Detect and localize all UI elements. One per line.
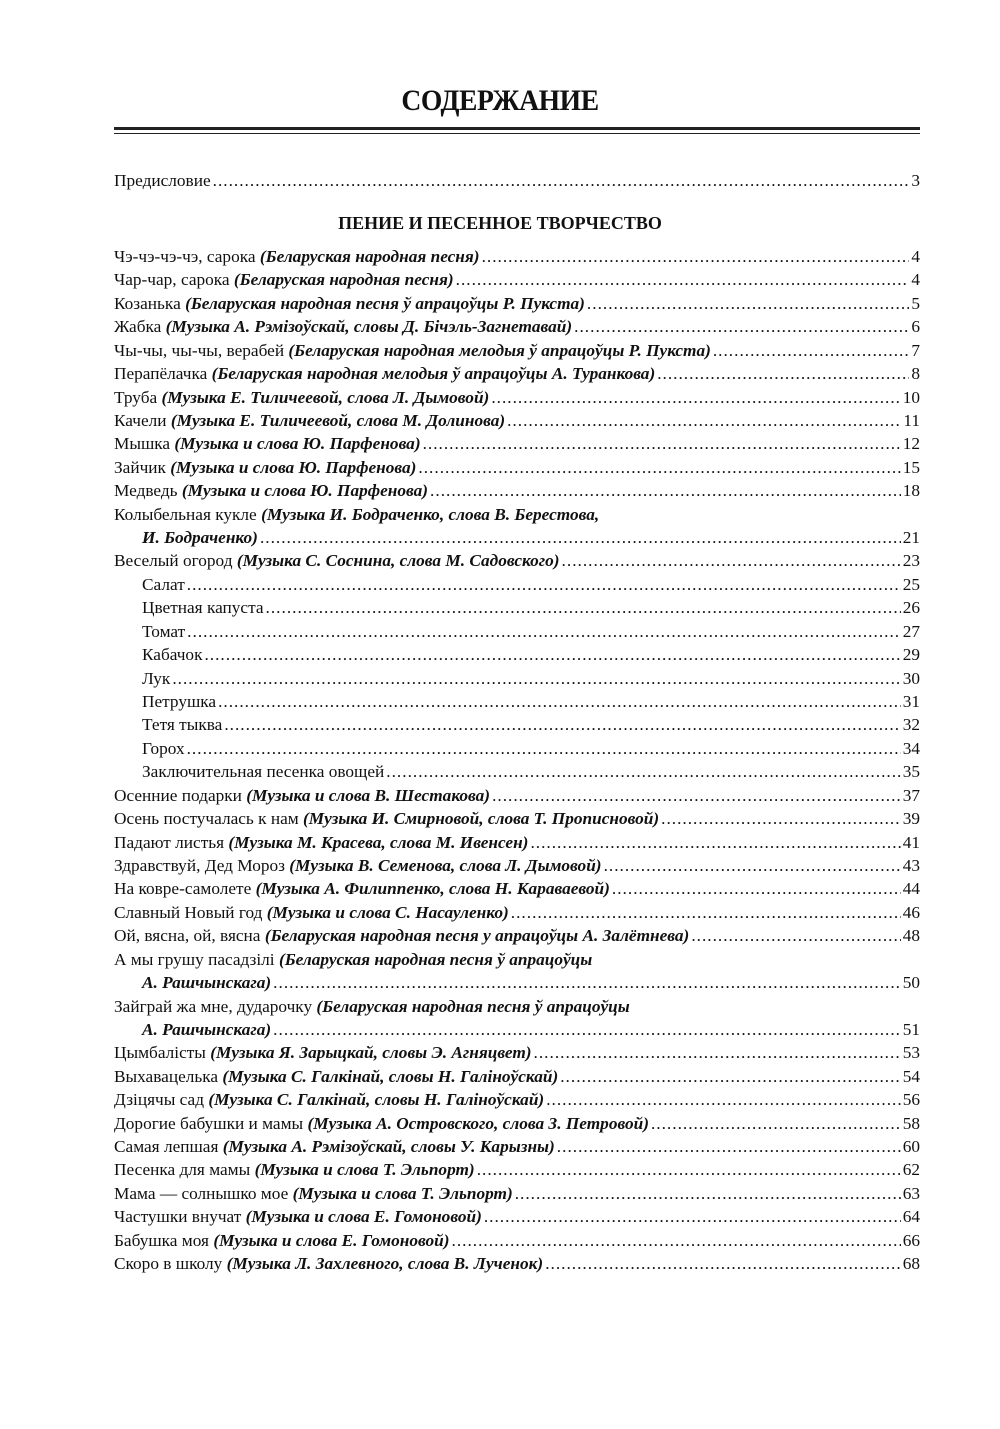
- toc-row[interactable]: [114, 596, 920, 619]
- dot-leader: [507, 409, 901, 432]
- entry-title: Кабачок: [142, 645, 203, 665]
- dot-leader: [713, 339, 910, 362]
- page-number: 68: [902, 1254, 920, 1274]
- entry-title: Тетя тыква: [142, 715, 223, 735]
- toc-row[interactable]: [114, 713, 920, 736]
- dot-leader: [204, 643, 900, 666]
- entry-title: Песенка для мамы: [114, 1160, 251, 1180]
- page-number: 10: [902, 387, 920, 407]
- page-number: 25: [902, 574, 920, 594]
- page-number: 43: [902, 855, 920, 875]
- page-number: 62: [902, 1160, 920, 1180]
- entry-title: Лук: [142, 668, 171, 688]
- dot-leader: [515, 1182, 901, 1205]
- entry-credits: (Музыка Л. Захлевного, слова В. Лученок): [226, 1254, 544, 1274]
- toc-row[interactable]: [114, 1252, 920, 1275]
- dot-leader: [560, 1065, 900, 1088]
- entry-title: Частушки внучат: [114, 1207, 242, 1227]
- toc-row[interactable]: [114, 1065, 920, 1088]
- toc-row[interactable]: [114, 339, 920, 362]
- dot-leader: [266, 596, 901, 619]
- toc-row[interactable]: [114, 292, 920, 315]
- entry-title: Ой, вясна, ой, вясна: [114, 926, 261, 946]
- toc-row[interactable]: [114, 924, 920, 947]
- toc-row[interactable]: [114, 503, 920, 526]
- entry-title: Бабушка моя: [114, 1230, 209, 1250]
- entry-credits: (Беларуская народная мелодыя ў апрацоўцы А. Туранкова): [211, 364, 656, 384]
- entry-credits: (Беларуская народная песня): [259, 247, 480, 266]
- toc-row[interactable]: [114, 268, 920, 291]
- toc-row[interactable]: [114, 1229, 920, 1252]
- page-number: 39: [902, 809, 920, 829]
- entry-credits: (Музыка М. Красева, слова М. Ивенсен): [228, 832, 529, 852]
- page-number: 3: [911, 171, 920, 190]
- toc-row[interactable]: [114, 1205, 920, 1228]
- entry-credits: (Музыка И. Смирновой, слова Т. Прописновой): [303, 809, 660, 829]
- dot-leader: [657, 362, 909, 385]
- entry-credits: (Беларуская народная песня ў апрацоўцы Р. Пукста): [185, 293, 585, 313]
- entry-title: Труба: [114, 387, 158, 407]
- entry-title: Выхавацелька: [114, 1066, 219, 1086]
- toc-row[interactable]: [114, 479, 920, 502]
- dot-leader: [172, 667, 900, 690]
- entry-credits: (Музыка А. Филиппенко, слова Н. Караваевой): [255, 879, 610, 899]
- toc-row[interactable]: [114, 549, 920, 572]
- entry-title: Зайчик: [114, 457, 166, 477]
- toc-row[interactable]: [114, 1041, 920, 1064]
- dot-leader: [482, 245, 910, 268]
- toc-row[interactable]: [114, 432, 920, 455]
- toc-row[interactable]: [114, 456, 920, 479]
- entry-title: Козанька: [114, 293, 181, 313]
- entry-credits: (Музыка и слова Ю. Парфенова): [181, 481, 429, 501]
- page-number: 37: [902, 785, 920, 805]
- dot-leader: [260, 526, 901, 549]
- page-number: 8: [911, 364, 920, 384]
- entry-credits: (Музыка и слова Т. Эльпорт): [292, 1183, 513, 1203]
- entry-title: Медведь: [114, 481, 178, 501]
- page-title: СОДЕРЖАНИЕ: [401, 84, 599, 117]
- page-number: 5: [911, 293, 920, 313]
- dot-leader: [530, 831, 900, 854]
- toc-row[interactable]: [114, 362, 920, 385]
- entry-credits: (Музыка и слова Е. Гомоновой): [213, 1230, 450, 1250]
- entry-credits: (Музыка Е. Тиличеевой, слова М. Долинова): [170, 410, 506, 430]
- toc-row[interactable]: [114, 1135, 920, 1158]
- dot-leader: [484, 1205, 901, 1228]
- toc-row[interactable]: [114, 1182, 920, 1205]
- entry-title: Жабка: [114, 317, 162, 337]
- toc-entries: [114, 245, 920, 1276]
- page-number: 32: [902, 715, 920, 735]
- dot-leader: [273, 1018, 901, 1041]
- entry-title: Петрушка: [142, 692, 217, 712]
- toc-row[interactable]: [114, 1158, 920, 1181]
- toc-row[interactable]: [114, 245, 920, 268]
- toc-row[interactable]: [114, 1088, 920, 1111]
- toc-row[interactable]: [114, 386, 920, 409]
- page-number: 23: [902, 551, 920, 571]
- page-number: 12: [902, 434, 920, 454]
- entry-credits: (Музыка В. Семенова, слова Л. Дымовой): [289, 855, 602, 875]
- title-double-rule: [114, 127, 920, 134]
- entry-credits: (Беларуская народная мелодыя ў апрацоўцы Р. Пукста): [288, 340, 711, 360]
- dot-leader: [557, 1135, 901, 1158]
- toc-row[interactable]: [114, 620, 920, 643]
- entry-credits-continued: А. Рашчынскага): [142, 973, 272, 993]
- entry-credits-continued: И. Бодраченко): [142, 528, 258, 548]
- dot-leader: [612, 877, 901, 900]
- page-number: 27: [902, 621, 920, 641]
- page-number: 54: [902, 1066, 920, 1086]
- page-number: 66: [902, 1230, 920, 1250]
- entry-title: Чэ-чэ-чэ-чэ, сарока: [114, 247, 256, 266]
- dot-leader: [562, 549, 901, 572]
- dot-leader: [452, 1229, 901, 1252]
- entry-credits: (Музыка Е. Тиличеевой, слова Л. Дымовой): [161, 387, 490, 407]
- page-number: 41: [902, 832, 920, 852]
- toc-row[interactable]: [114, 831, 920, 854]
- page-number: 60: [902, 1137, 920, 1157]
- toc-row[interactable]: [114, 995, 920, 1018]
- entry-credits: (Музыка И. Бодраченко, слова В. Берестова,: [261, 504, 600, 524]
- dot-leader: [218, 690, 901, 713]
- page-number: 34: [902, 738, 920, 758]
- entry-credits: (Музыка С. Галкінай, словы Н. Галіноўскай): [222, 1066, 559, 1086]
- dot-leader: [574, 315, 909, 338]
- page-number: 63: [902, 1183, 920, 1203]
- dot-leader: [456, 268, 910, 291]
- toc-row[interactable]: [114, 643, 920, 666]
- entry-credits: (Беларуская народная песня ў апрацоўцы: [316, 996, 630, 1016]
- page-number: 29: [902, 645, 920, 665]
- entry-credits: (Музыка Я. Зарыцкай, словы Э. Агняцвет): [210, 1043, 532, 1063]
- dot-leader: [545, 1252, 901, 1275]
- page-number: 44: [902, 879, 920, 899]
- page-number: 18: [902, 481, 920, 501]
- page-number: 11: [903, 410, 920, 430]
- toc-row[interactable]: [114, 877, 920, 900]
- dot-leader: [213, 169, 910, 192]
- entry-credits: (Музыка и слова В. Шестакова): [246, 785, 491, 805]
- dot-leader: [491, 386, 900, 409]
- entry-title: Горох: [142, 738, 185, 758]
- dot-leader: [661, 807, 901, 830]
- entry-credits: (Музыка и слова Ю. Парфенова): [174, 434, 421, 454]
- page-number: 6: [911, 317, 920, 337]
- page-number: 30: [902, 668, 920, 688]
- page-number: 46: [902, 902, 920, 922]
- page-number: 7: [911, 340, 920, 360]
- page-number: 51: [902, 1019, 920, 1039]
- dot-leader: [604, 854, 901, 877]
- entry-credits: (Музыка и слова Т. Эльпорт): [254, 1160, 475, 1180]
- dot-leader: [651, 1112, 901, 1135]
- dot-leader: [418, 456, 900, 479]
- page-number: 48: [902, 926, 920, 946]
- page-number: 58: [902, 1113, 920, 1133]
- entry-title: Заключительная песенка овощей: [142, 762, 385, 782]
- page-number: 64: [902, 1207, 920, 1227]
- toc-row-continuation[interactable]: [114, 526, 920, 549]
- entry-credits: (Беларуская народная песня): [233, 270, 454, 290]
- dot-leader: [477, 1158, 901, 1181]
- entry-title: Дорогие бабушки и мамы: [114, 1113, 304, 1133]
- entry-credits: (Музыка и слова Е. Гомоновой): [245, 1207, 482, 1227]
- entry-credits: (Музыка А. Рэмізоўскай, словы Д. Бічэль-Загнетавай): [165, 317, 573, 337]
- entry-title: Славный Новый год: [114, 902, 263, 922]
- entry-title: Качели: [114, 410, 167, 430]
- entry-credits: (Беларуская народная песня у апрацоўцы А. Залётнева): [264, 926, 690, 946]
- entry-credits: (Беларуская народная песня ў апрацоўцы: [278, 949, 593, 969]
- page-number: 50: [902, 973, 920, 993]
- entry-title: Салат: [142, 574, 185, 594]
- entry-title: Самая лепшая: [114, 1137, 219, 1157]
- dot-leader: [546, 1088, 901, 1111]
- entry-title: Чы-чы, чы-чы, верабей: [114, 340, 285, 360]
- entry-title: Скоро в школу: [114, 1254, 223, 1274]
- dot-leader: [224, 713, 900, 736]
- page-number: 56: [902, 1090, 920, 1110]
- dot-leader: [492, 784, 901, 807]
- entry-title: Осень постучалась к нам: [114, 809, 299, 829]
- toc-row[interactable]: [114, 1112, 920, 1135]
- page-number: 35: [902, 762, 920, 782]
- entry-title: Здравствуй, Дед Мороз: [114, 855, 285, 875]
- entry-title: Чар-чар, сарока: [114, 270, 230, 290]
- entry-credits: (Музыка А. Островского, слова З. Петровой): [307, 1113, 649, 1133]
- toc-row[interactable]: [114, 737, 920, 760]
- dot-leader: [386, 760, 900, 783]
- page-number: 53: [902, 1043, 920, 1063]
- entry-title: Перапёлачка: [114, 364, 208, 384]
- dot-leader: [691, 924, 900, 947]
- entry-title: Предисловие: [114, 171, 211, 190]
- entry-title: Мама — солнышко мое: [114, 1183, 289, 1203]
- dot-leader: [187, 573, 901, 596]
- entry-title: А мы грушу пасадзілі: [114, 949, 275, 969]
- toc-row[interactable]: [114, 760, 920, 783]
- toc-row[interactable]: [114, 667, 920, 690]
- page-number: 26: [902, 598, 920, 618]
- section-heading: ПЕНИЕ И ПЕСЕННОЕ ТВОРЧЕСТВО: [338, 213, 662, 233]
- entry-title: Осенние подарки: [114, 785, 242, 805]
- toc-row-continuation[interactable]: [114, 971, 920, 994]
- entry-title: Цымбалісты: [114, 1043, 206, 1063]
- toc-row[interactable]: [114, 315, 920, 338]
- page-number: 31: [902, 692, 920, 712]
- page-number: 21: [902, 528, 920, 548]
- preface-entry: [114, 169, 920, 192]
- dot-leader: [430, 479, 901, 502]
- entry-credits: (Музыка и слова С. Насауленко): [266, 902, 509, 922]
- entry-credits: (Музыка С. Галкінай, словы Н. Галіноўскай): [208, 1090, 545, 1110]
- dot-leader: [534, 1041, 901, 1064]
- toc-row[interactable]: [114, 807, 920, 830]
- entry-credits: (Музыка А. Рэмізоўскай, словы У. Карызны): [222, 1137, 555, 1157]
- toc-row[interactable]: [114, 573, 920, 596]
- page-number: 15: [902, 457, 920, 477]
- toc-row[interactable]: [114, 169, 920, 192]
- dot-leader: [273, 971, 901, 994]
- dot-leader: [511, 901, 901, 924]
- toc-row[interactable]: [114, 690, 920, 713]
- entry-title: На ковре-самолете: [114, 879, 252, 899]
- entry-title: Дзіцячы сад: [114, 1090, 205, 1110]
- toc-row[interactable]: [114, 901, 920, 924]
- dot-leader: [187, 737, 901, 760]
- entry-title: Томат: [142, 621, 186, 641]
- entry-title: Зайграй жа мне, дударочку: [114, 996, 313, 1016]
- entry-title: Цветная капуста: [142, 598, 264, 618]
- toc-row[interactable]: [114, 409, 920, 432]
- page-number: 4: [911, 270, 920, 290]
- entry-credits: (Музыка С. Соснина, слова М. Садовского): [236, 551, 560, 571]
- entry-title: Мышка: [114, 434, 171, 454]
- dot-leader: [587, 292, 909, 315]
- dot-leader: [423, 432, 901, 455]
- toc-row[interactable]: [114, 948, 920, 971]
- entry-credits-continued: А. Рашчынскага): [142, 1019, 272, 1039]
- toc-row[interactable]: [114, 854, 920, 877]
- page-number: 4: [911, 247, 920, 266]
- entry-credits: (Музыка и слова Ю. Парфенова): [170, 457, 417, 477]
- dot-leader: [187, 620, 901, 643]
- toc-row-continuation[interactable]: [114, 1018, 920, 1041]
- toc-row[interactable]: [114, 784, 920, 807]
- entry-title: Падают листья: [114, 832, 225, 852]
- entry-title: Колыбельная кукле: [114, 504, 257, 524]
- entry-title: Веселый огород: [114, 551, 233, 571]
